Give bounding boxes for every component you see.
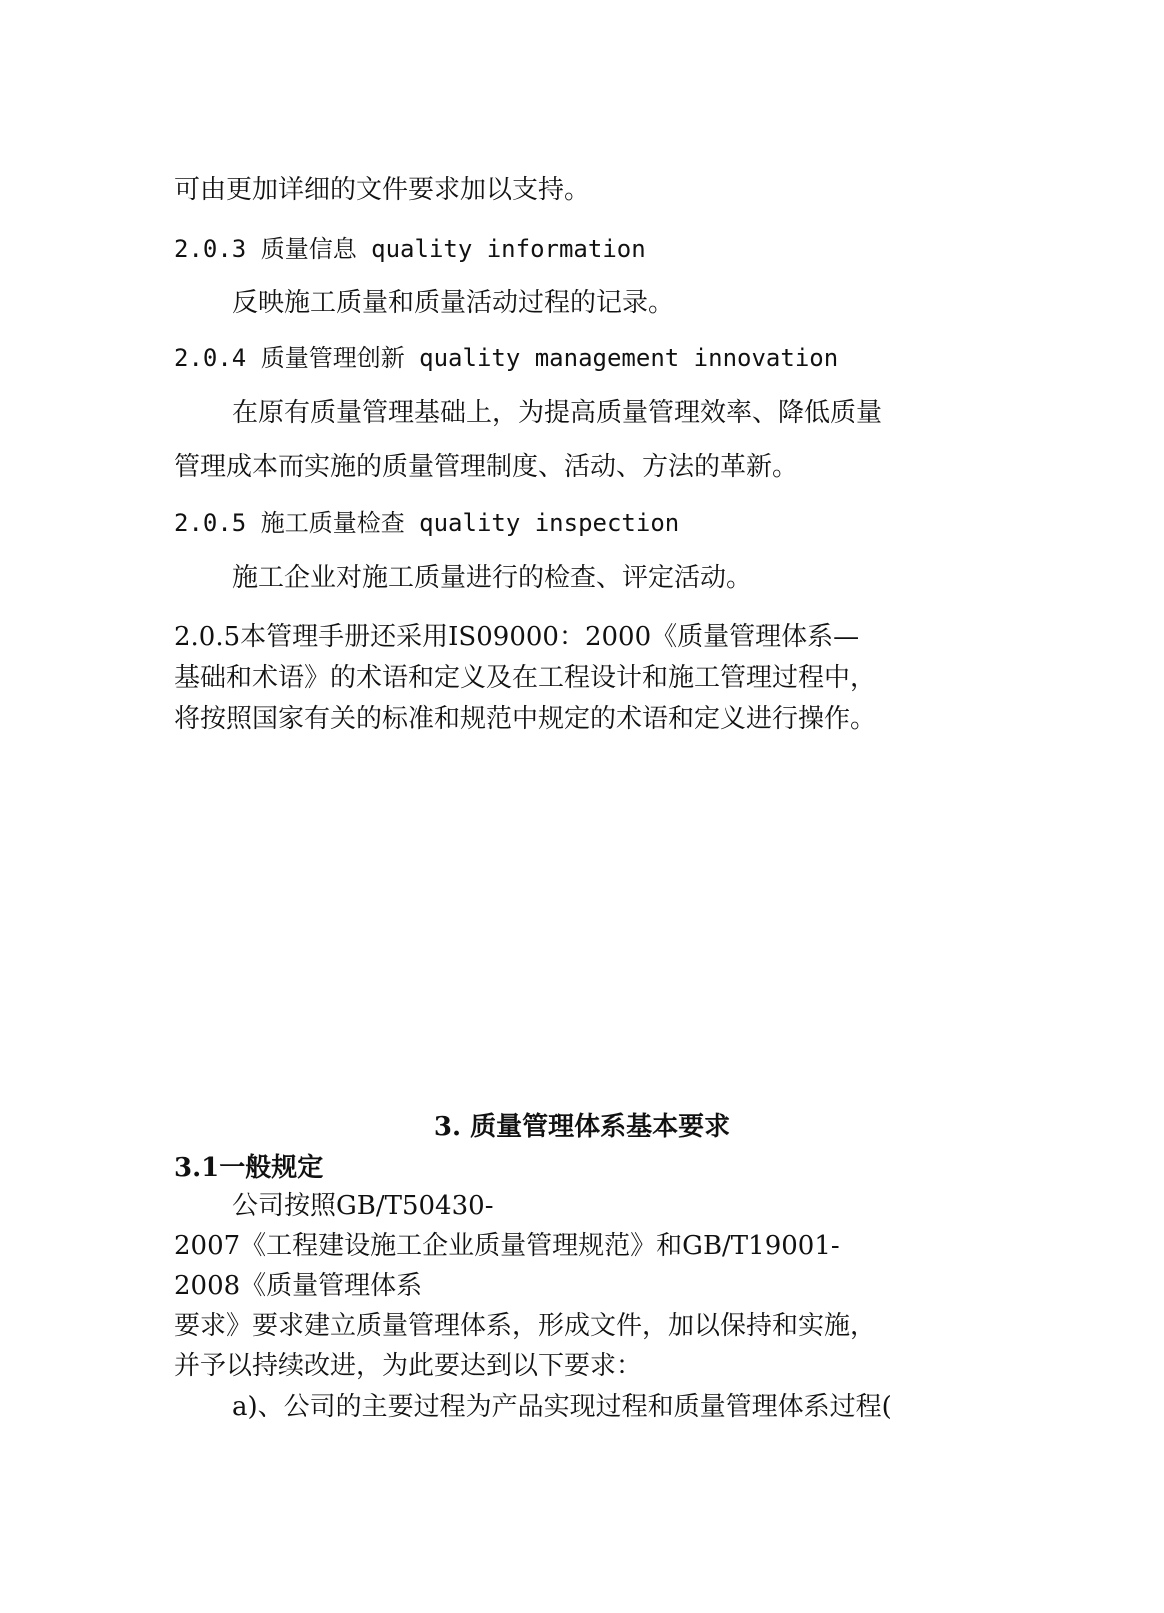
term-2-0-3: 2.0.3 质量信息 quality information bbox=[174, 235, 646, 263]
definition-2-0-3: 反映施工质量和质量活动过程的记录。 bbox=[232, 288, 675, 318]
paragraph-3-1-line-5: 并予以持续改进，为此要达到以下要求： bbox=[174, 1351, 643, 1381]
definition-2-0-4-line-2: 管理成本而实施的质量管理制度、活动、方法的革新。 bbox=[174, 452, 799, 482]
section-3-title: 3. 质量管理体系基本要求 bbox=[433, 1112, 731, 1142]
list-item-a: a)、公司的主要过程为产品实现过程和质量管理体系过程( bbox=[232, 1392, 892, 1422]
paragraph-3-1-line-1: 公司按照GB/T50430- bbox=[232, 1191, 494, 1221]
paragraph-3-1-line-4: 要求》要求建立质量管理体系，形成文件，加以保持和实施， bbox=[174, 1311, 877, 1341]
paragraph-2-0-2-tail: 可由更加详细的文件要求加以支持。 bbox=[174, 175, 591, 205]
paragraph-3-1-line-2: 2007《工程建设施工企业质量管理规范》和GB/T19001- bbox=[174, 1231, 840, 1261]
definition-2-0-5: 施工企业对施工质量进行的检查、评定活动。 bbox=[232, 563, 753, 593]
paragraph-3-1-line-3: 2008《质量管理体系 bbox=[174, 1271, 423, 1301]
note-2-0-5-line-3: 将按照国家有关的标准和规范中规定的术语和定义进行操作。 bbox=[174, 704, 877, 734]
definition-2-0-4-line-1: 在原有质量管理基础上，为提高质量管理效率、降低质量 bbox=[232, 398, 883, 428]
note-2-0-5-line-2: 基础和术语》的术语和定义及在工程设计和施工管理过程中， bbox=[174, 663, 877, 693]
term-2-0-4: 2.0.4 质量管理创新 quality management innovation bbox=[174, 344, 839, 372]
term-2-0-5: 2.0.5 施工质量检查 quality inspection bbox=[174, 509, 680, 537]
note-2-0-5-line-1: 2.0.5本管理手册还采用IS09000：2000《质量管理体系— bbox=[174, 622, 860, 652]
section-3-1-title: 3.1一般规定 bbox=[174, 1153, 324, 1183]
